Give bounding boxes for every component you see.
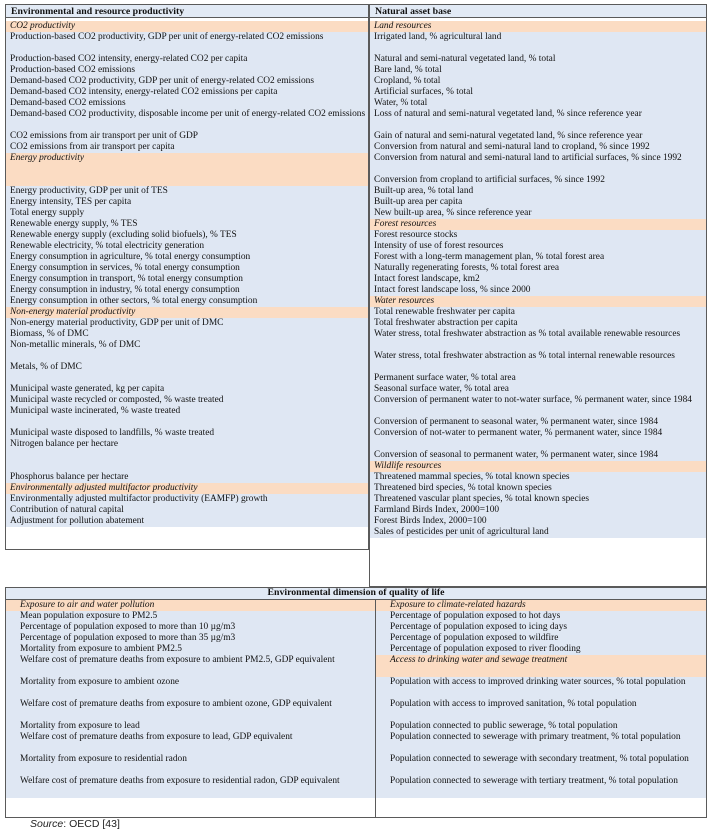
row-label: Gain of natural and semi-natural vegetated land, % since reference year — [374, 131, 643, 141]
indicator-row — [370, 153, 706, 175]
indicator-row — [370, 131, 706, 142]
row-label: Demand-based CO2 productivity, disposable income per unit of energy-related CO2 emissions — [10, 109, 366, 119]
row-label: Percentage of population exposed to river flooding — [390, 644, 581, 654]
row-label: Water stress, total freshwater abstraction as % total internal renewable resources — [374, 351, 675, 361]
indicator-row — [370, 450, 706, 461]
row-label: Threatened mammal species, % total known species — [374, 472, 570, 482]
row-label: Conversion from natural and semi-natural land to cropland, % since 1992 — [374, 142, 650, 152]
row-label: Conversion of permanent to seasonal water, % permanent water, since 1984 — [374, 417, 659, 427]
indicator-row — [6, 428, 368, 439]
indicator-row — [376, 611, 706, 622]
row-label: Built-up area per capita — [374, 197, 463, 207]
row-label: CO2 emissions from air transport per capita — [10, 142, 175, 152]
row-label: Percentage of population exposed to hot days — [390, 611, 561, 621]
indicator-row — [6, 241, 368, 252]
section-heading — [6, 307, 368, 318]
indicator-row — [6, 721, 375, 732]
row-label: Municipal waste generated, kg per capita — [10, 384, 165, 394]
indicator-row — [370, 318, 706, 329]
indicator-row — [370, 186, 706, 197]
indicator-row — [6, 329, 368, 340]
row-label: Total renewable freshwater per capita — [374, 307, 515, 317]
indicator-row — [370, 54, 706, 65]
quality-of-life-header: Environmental dimension of quality of life — [6, 588, 706, 600]
row-label: Mortality from exposure to ambient ozone — [20, 677, 180, 687]
row-label: Bare land, % total — [374, 65, 442, 75]
row-label: Threatened bird species, % total known species — [374, 483, 552, 493]
indicator-row — [370, 252, 706, 263]
row-label: Welfare cost of premature deaths from exposure to residential radon, GDP equivalent — [20, 776, 340, 786]
section-heading — [370, 461, 706, 472]
row-label: Artificial surfaces, % total — [374, 87, 473, 97]
row-label: Metals, % of DMC — [10, 362, 82, 372]
indicator-row — [376, 699, 706, 721]
row-label: Environmentally adjusted multifactor productivity (EAMFP) growth — [10, 494, 268, 504]
row-label: New built-up area, % since reference year — [374, 208, 532, 218]
indicator-row — [370, 472, 706, 483]
row-label: Natural and semi-natural vegetated land, % total — [374, 54, 556, 64]
row-label: Production-based CO2 emissions — [10, 65, 135, 75]
row-label: Population connected to public sewerage, % total population — [390, 721, 618, 731]
section-heading — [370, 296, 706, 307]
row-label: Non-energy material productivity, GDP per unit of DMC — [10, 318, 224, 328]
indicator-row — [6, 263, 368, 274]
indicator-row — [6, 252, 368, 263]
row-label: Energy consumption in transport, % total energy consumption — [10, 274, 243, 284]
row-label: CO2 emissions from air transport per unit of GDP — [10, 131, 198, 141]
indicator-row — [6, 208, 368, 219]
section-heading — [376, 600, 706, 611]
section-heading — [370, 21, 706, 32]
row-label: Water resources — [374, 296, 435, 306]
indicator-row — [6, 219, 368, 230]
row-label: Energy intensity, TES per capita — [10, 197, 132, 207]
indicator-row — [370, 241, 706, 252]
row-label: Population with access to improved sanitation, % total population — [390, 699, 637, 709]
indicator-row — [6, 516, 368, 527]
indicator-row — [376, 732, 706, 754]
row-label: Energy consumption in services, % total energy consumption — [10, 263, 240, 273]
row-label: Welfare cost of premature deaths from exposure to ambient PM2.5, GDP equivalent — [20, 655, 335, 665]
row-label: Nitrogen balance per hectare — [10, 439, 119, 449]
indicator-row — [376, 677, 706, 699]
indicator-row — [370, 65, 706, 76]
indicator-row — [6, 644, 375, 655]
indicator-row — [370, 98, 706, 109]
indicator-row — [376, 776, 706, 798]
row-label: Total freshwater abstraction per capita — [374, 318, 518, 328]
indicator-row — [6, 340, 368, 362]
indicator-row — [6, 406, 368, 428]
indicator-row — [6, 384, 368, 395]
row-label: Non-energy material productivity — [10, 307, 136, 317]
row-label: Percentage of population exposed to wildfire — [390, 633, 559, 643]
row-label: Municipal waste recycled or composted, % waste treated — [10, 395, 224, 405]
row-label: Water stress, total freshwater abstraction as % total available renewable resources — [374, 329, 681, 339]
row-label: Population with access to improved drinking water sources, % total population — [390, 677, 686, 687]
natural-asset-table — [369, 4, 707, 587]
row-label: Intensity of use of forest resources — [374, 241, 504, 251]
indicator-row — [376, 721, 706, 732]
indicator-row — [376, 633, 706, 644]
natural-asset-header: Natural asset base — [370, 5, 706, 18]
indicator-row — [6, 109, 368, 131]
indicator-row — [370, 109, 706, 131]
row-label: Welfare cost of premature deaths from exposure to ambient ozone, GDP equivalent — [20, 699, 332, 709]
indicator-row — [6, 87, 368, 98]
row-label: Exposure to air and water pollution — [20, 600, 155, 610]
row-label: Renewable energy supply (excluding solid biofuels), % TES — [10, 230, 237, 240]
row-label: Forest Birds Index, 2000=100 — [374, 516, 487, 526]
indicator-row — [6, 142, 368, 153]
indicator-row — [6, 65, 368, 76]
row-label: Production-based CO2 intensity, energy-related CO2 per capita — [10, 54, 248, 64]
row-label: Energy consumption in industry, % total energy consumption — [10, 285, 240, 295]
section-heading — [376, 655, 706, 677]
indicator-row — [6, 296, 368, 307]
indicator-row — [6, 472, 368, 483]
indicator-row — [6, 699, 375, 721]
indicator-row — [370, 483, 706, 494]
indicator-row — [370, 307, 706, 318]
indicator-row — [6, 32, 368, 54]
row-label: Renewable electricity, % total electricity generation — [10, 241, 205, 251]
indicator-row — [370, 285, 706, 296]
indicator-row — [370, 395, 706, 417]
indicator-row — [370, 505, 706, 516]
row-label: Environmentally adjusted multifactor productivity — [10, 483, 198, 493]
row-label: Percentage of population exposed to more than 35 µg/m3 — [20, 633, 236, 643]
row-label: Population connected to sewerage with secondary treatment, % total population — [390, 754, 689, 764]
indicator-row — [370, 274, 706, 285]
indicator-row — [370, 230, 706, 241]
row-label: Seasonal surface water, % total area — [374, 384, 509, 394]
indicator-row — [6, 54, 368, 65]
row-label: Demand-based CO2 productivity, GDP per unit of energy-related CO2 emissions — [10, 76, 315, 86]
row-label: Forest resources — [374, 219, 437, 229]
row-label: Energy consumption in other sectors, % total energy consumption — [10, 296, 258, 306]
row-label: Intact forest landscape loss, % since 2000 — [374, 285, 531, 295]
indicator-row — [370, 351, 706, 373]
row-label: Access to drinking water and sewage treatment — [390, 655, 568, 665]
row-label: Demand-based CO2 intensity, energy-related CO2 emissions per capita — [10, 87, 278, 97]
indicator-row — [370, 494, 706, 505]
row-label: Loss of natural and semi-natural vegetated land, % since reference year — [374, 109, 642, 119]
indicator-row — [6, 655, 375, 677]
row-label: Threatened vascular plant species, % total known species — [374, 494, 590, 504]
indicator-row — [6, 505, 368, 516]
row-label: Production-based CO2 productivity, GDP per unit of energy-related CO2 emissions — [10, 32, 324, 42]
section-heading — [370, 219, 706, 230]
section-heading — [6, 483, 368, 494]
indicator-row — [6, 732, 375, 754]
row-label: Biomass, % of DMC — [10, 329, 89, 339]
indicator-row — [370, 175, 706, 186]
indicator-row — [6, 611, 375, 622]
indicator-row — [6, 285, 368, 296]
section-heading — [6, 600, 375, 611]
row-label: Conversion from cropland to artificial surfaces, % since 1992 — [374, 175, 605, 185]
indicator-row — [370, 516, 706, 527]
indicator-row — [6, 494, 368, 505]
row-label: Adjustment for pollution abatement — [10, 516, 145, 526]
row-label: Water, % total — [374, 98, 428, 108]
indicator-row — [370, 76, 706, 87]
indicator-row — [370, 263, 706, 274]
indicator-row — [6, 395, 368, 406]
row-label: Percentage of population exposed to more than 10 µg/m3 — [20, 622, 236, 632]
indicator-row — [376, 754, 706, 776]
row-label: Wildlife resources — [374, 461, 442, 471]
row-label: CO2 productivity — [10, 21, 76, 31]
indicator-row — [6, 186, 368, 197]
section-heading — [6, 153, 368, 186]
indicator-row — [370, 329, 706, 351]
indicator-row — [6, 622, 375, 633]
row-label: Built-up area, % total land — [374, 186, 474, 196]
indicator-row — [6, 131, 368, 142]
row-label: Sales of pesticides per unit of agricultural land — [374, 527, 549, 537]
indicator-row — [370, 428, 706, 450]
row-label: Cropland, % total — [374, 76, 441, 86]
section-heading — [6, 21, 368, 32]
indicator-row — [6, 274, 368, 285]
indicator-row — [370, 373, 706, 384]
row-label: Farmland Birds Index, 2000=100 — [374, 505, 500, 515]
row-label: Welfare cost of premature deaths from exposure to lead, GDP equivalent — [20, 732, 293, 742]
row-label: Mean population exposure to PM2.5 — [20, 611, 158, 621]
row-label: Irrigated land, % agricultural land — [374, 32, 502, 42]
indicator-row — [370, 527, 706, 538]
source-note: Source: OECD [43] — [30, 818, 120, 830]
indicator-row — [6, 439, 368, 472]
row-label: Mortality from exposure to residential radon — [20, 754, 187, 764]
indicator-row — [6, 754, 375, 776]
row-label: Conversion of permanent water to not-water surface, % permanent water, since 1984 — [374, 395, 692, 405]
row-label: Forest with a long-term management plan, % total forest area — [374, 252, 605, 262]
indicator-row — [6, 633, 375, 644]
row-label: Total energy supply — [10, 208, 85, 218]
row-label: Energy productivity, GDP per unit of TES — [10, 186, 168, 196]
row-label: Percentage of population exposed to icing days — [390, 622, 568, 632]
productivity-table — [5, 4, 369, 550]
indicator-row — [370, 197, 706, 208]
productivity-header: Environmental and resource productivity — [6, 5, 368, 18]
indicator-row — [6, 318, 368, 329]
indicator-row — [370, 87, 706, 98]
row-label: Land resources — [374, 21, 432, 31]
row-label: Renewable energy supply, % TES — [10, 219, 138, 229]
row-label: Permanent surface water, % total area — [374, 373, 516, 383]
indicator-row — [6, 230, 368, 241]
row-label: Municipal waste incinerated, % waste treated — [10, 406, 181, 416]
indicator-row — [376, 622, 706, 633]
indicator-row — [370, 384, 706, 395]
row-label: Population connected to sewerage with primary treatment, % total population — [390, 732, 681, 742]
indicator-row — [6, 197, 368, 208]
quality-of-life-table — [5, 587, 707, 818]
row-label: Demand-based CO2 emissions — [10, 98, 126, 108]
row-label: Municipal waste disposed to landfills, % waste treated — [10, 428, 215, 438]
indicator-row — [376, 644, 706, 655]
row-label: Conversion from natural and semi-natural land to artificial surfaces, % since 1992 — [374, 153, 682, 163]
row-label: Mortality from exposure to lead — [20, 721, 140, 731]
row-label: Contribution of natural capital — [10, 505, 124, 515]
row-label: Phosphorus balance per hectare — [10, 472, 129, 482]
indicator-row — [6, 776, 375, 798]
indicator-row — [6, 76, 368, 87]
row-label: Naturally regenerating forests, % total forest area — [374, 263, 560, 273]
row-label: Energy consumption in agriculture, % total energy consumption — [10, 252, 251, 262]
indicator-row — [370, 417, 706, 428]
row-label: Mortality from exposure to ambient PM2.5 — [20, 644, 182, 654]
row-label: Population connected to sewerage with tertiary treatment, % total population — [390, 776, 678, 786]
row-label: Intact forest landscape, km2 — [374, 274, 480, 284]
row-label: Exposure to climate-related hazards — [390, 600, 526, 610]
row-label: Non-metallic minerals, % of DMC — [10, 340, 141, 350]
row-label: Energy productivity — [10, 153, 85, 163]
row-label: Conversion of seasonal to permanent water, % permanent water, since 1984 — [374, 450, 659, 460]
indicator-row — [6, 677, 375, 699]
indicator-row — [370, 142, 706, 153]
row-label: Conversion of not-water to permanent water, % permanent water, since 1984 — [374, 428, 663, 438]
indicator-row — [370, 32, 706, 54]
indicator-row — [6, 98, 368, 109]
indicator-row — [370, 208, 706, 219]
indicator-row — [6, 362, 368, 384]
row-label: Forest resource stocks — [374, 230, 458, 240]
